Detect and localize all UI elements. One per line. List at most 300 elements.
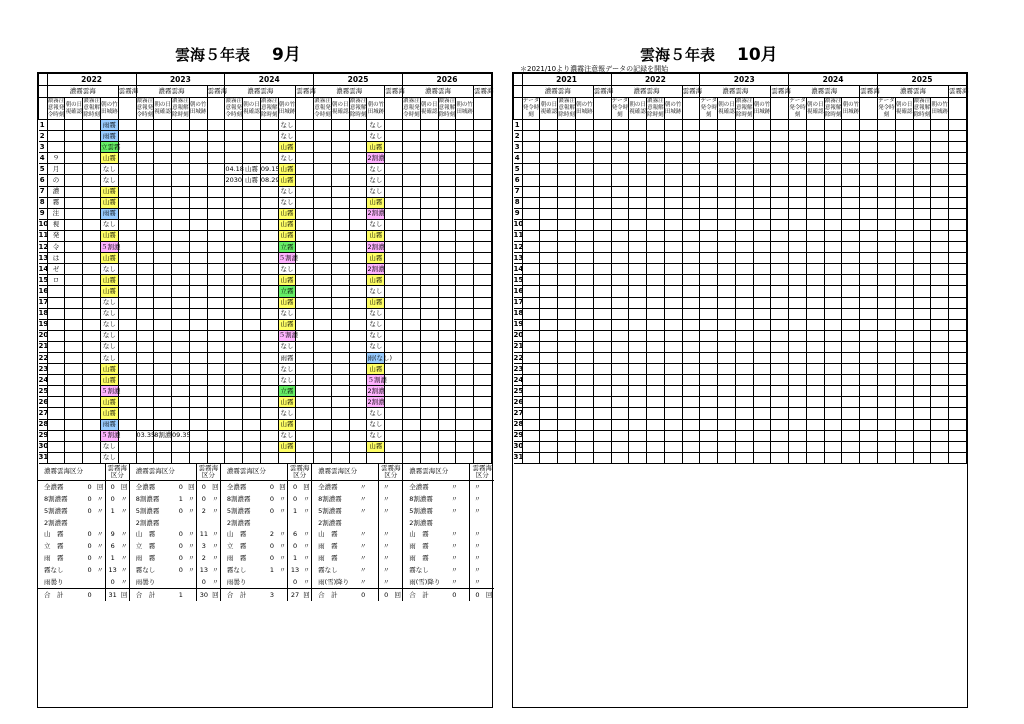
entry-cell — [913, 197, 931, 208]
entry-cell — [558, 186, 576, 197]
entry-cell — [647, 452, 665, 463]
castle-status — [931, 219, 949, 230]
entry-cell — [611, 397, 629, 408]
castle-status — [842, 341, 860, 352]
entry-cell — [314, 430, 332, 441]
castle-status: 2割濃 — [367, 153, 385, 164]
entry-cell — [771, 242, 789, 253]
entry-cell — [65, 386, 83, 397]
castle-status — [575, 142, 593, 153]
castle-status — [575, 386, 593, 397]
entry-cell — [438, 352, 456, 363]
entry-cell — [806, 352, 824, 363]
entry-cell — [771, 164, 789, 175]
total-value: 1 — [175, 588, 187, 600]
stats-label: 全濃霧 — [44, 482, 64, 491]
castle-status — [189, 142, 207, 153]
entry-cell — [118, 386, 136, 397]
entry-cell — [824, 153, 842, 164]
entry-cell — [522, 397, 540, 408]
entry-cell — [611, 352, 629, 363]
entry-cell — [154, 242, 172, 253]
castle-status — [456, 375, 474, 386]
castle-status: なし — [100, 352, 118, 363]
entry-cell — [611, 308, 629, 319]
castle-status — [456, 286, 474, 297]
castle-status: 山霧 — [367, 230, 385, 241]
entry-cell — [735, 175, 753, 186]
stats-unit: 〃 — [212, 542, 219, 551]
stats-unit: 〃 — [120, 530, 128, 539]
castle-status: 山霧 — [100, 186, 118, 197]
entry-cell — [172, 330, 190, 341]
castle-status — [753, 142, 771, 153]
entry-cell — [172, 197, 190, 208]
entry-cell — [65, 375, 83, 386]
castle-status: 山霧 — [278, 319, 296, 330]
entry-cell — [860, 386, 878, 397]
entry-cell — [402, 330, 420, 341]
vertical-note-char: 発 — [52, 231, 60, 240]
entry-cell — [474, 197, 492, 208]
castle-status: ５割濃 — [278, 330, 296, 341]
entry-cell — [47, 408, 65, 419]
entry-cell — [682, 452, 700, 463]
stats-unit: 〃 — [212, 577, 219, 586]
entry-cell — [349, 197, 367, 208]
entry-cell — [682, 408, 700, 419]
castle-status — [664, 452, 682, 463]
entry-cell — [118, 341, 136, 352]
castle-status: 山霧 — [100, 253, 118, 264]
entry-cell — [877, 397, 895, 408]
entry-cell — [154, 120, 172, 131]
entry-cell — [385, 153, 403, 164]
entry-cell — [735, 452, 753, 463]
entry-cell — [558, 341, 576, 352]
day-number: 20 — [514, 330, 523, 341]
entry-cell — [824, 430, 842, 441]
group-label: 濃霧雲海 — [314, 86, 385, 98]
entry-cell — [314, 164, 332, 175]
entry-cell — [225, 120, 243, 131]
castle-status — [842, 131, 860, 142]
entry-cell — [611, 364, 629, 375]
day-number: 12 — [514, 242, 523, 253]
entry-cell — [860, 186, 878, 197]
entry-cell — [207, 297, 225, 308]
entry-cell — [611, 441, 629, 452]
entry-cell — [65, 452, 83, 463]
entry-cell — [824, 297, 842, 308]
sub-header: 朝の日視確認 — [243, 98, 261, 120]
entry-cell — [824, 230, 842, 241]
entry-cell — [172, 386, 190, 397]
entry-cell — [243, 330, 261, 341]
entry-cell — [860, 419, 878, 430]
group-label: 濃霧雲海 — [136, 86, 207, 98]
castle-status: なし — [100, 341, 118, 352]
entry-cell — [154, 341, 172, 352]
sub-header: 濃霧注意報解除時刻 — [172, 98, 189, 118]
entry-cell — [824, 197, 842, 208]
entry-cell — [349, 397, 367, 408]
entry-cell — [83, 275, 101, 286]
entry-cell — [420, 397, 438, 408]
entry-cell — [438, 164, 456, 175]
entry-cell — [65, 164, 83, 175]
entry-cell — [154, 230, 172, 241]
entry-cell — [172, 142, 190, 153]
stats-unit: 回 — [120, 482, 128, 491]
entry-cell — [913, 242, 931, 253]
entry-cell — [154, 264, 172, 275]
entry-cell — [558, 452, 576, 463]
entry-cell — [385, 441, 403, 452]
entry-cell — [949, 430, 967, 441]
group-label: 濃霧雲海 — [225, 86, 296, 98]
entry-cell — [860, 275, 878, 286]
castle-status: 雨霧 — [278, 352, 296, 363]
entry-cell — [349, 230, 367, 241]
entry-cell — [402, 397, 420, 408]
entry-cell — [806, 253, 824, 264]
entry-cell — [806, 397, 824, 408]
entry-cell — [420, 186, 438, 197]
entry-cell — [243, 186, 261, 197]
entry-cell — [402, 364, 420, 375]
stats-unit — [211, 517, 221, 529]
stats-value: 0 — [178, 506, 183, 515]
entry-cell — [296, 364, 314, 375]
stats-header: 濃霧雲海区分 — [129, 464, 196, 481]
castle-status — [456, 386, 474, 397]
entry-cell — [154, 308, 172, 319]
entry-cell — [682, 308, 700, 319]
castle-status — [456, 219, 474, 230]
entry-cell — [718, 452, 736, 463]
entry-cell — [593, 253, 611, 264]
stats-unit: 〃 — [96, 554, 104, 563]
entry-cell — [438, 186, 456, 197]
entry-cell — [700, 319, 718, 330]
day-number: 6 — [514, 175, 523, 186]
entry-cell — [225, 230, 243, 241]
entry-cell — [789, 219, 807, 230]
entry-cell — [385, 131, 403, 142]
entry-cell — [611, 197, 629, 208]
entry-cell — [629, 253, 647, 264]
day-number: 31 — [39, 452, 48, 463]
entry-cell — [331, 330, 349, 341]
entry-cell — [806, 142, 824, 153]
castle-status — [842, 208, 860, 219]
entry-cell — [735, 397, 753, 408]
entry-cell — [860, 364, 878, 375]
entry-cell — [296, 242, 314, 253]
entry-cell — [154, 419, 172, 430]
entry-cell — [136, 419, 154, 430]
data-note: ＊2021/10より濃霧注意報データの記録を開始 — [520, 65, 669, 73]
entry-cell — [718, 275, 736, 286]
entry-cell — [172, 175, 190, 186]
stats-label: 5割濃霧 — [312, 505, 358, 517]
sub-header: 朝の竹田城跡 — [278, 98, 296, 120]
sub-header-empty — [771, 98, 789, 120]
entry-cell — [682, 364, 700, 375]
day-number: 26 — [514, 397, 523, 408]
stats-value: 〃 — [451, 530, 458, 539]
stats-label: 全濃霧 — [312, 480, 358, 492]
stats-value: 〃 — [379, 480, 393, 492]
stats-unit — [460, 493, 470, 505]
entry-cell — [647, 208, 665, 219]
day-number: 12 — [39, 242, 48, 253]
entry-cell — [260, 441, 278, 452]
entry-cell — [522, 375, 540, 386]
stats-unit: 回 — [303, 482, 310, 491]
entry-cell — [331, 386, 349, 397]
entry-cell — [225, 297, 243, 308]
sub-header: 濃霧注意報解除時刻 — [647, 98, 664, 118]
entry-cell — [540, 186, 558, 197]
entry-cell — [438, 120, 456, 131]
entry-cell — [522, 341, 540, 352]
entry-cell — [735, 408, 753, 419]
entry-cell — [593, 364, 611, 375]
entry-cell — [949, 264, 967, 275]
cloud-label: 雲霧海 — [474, 86, 492, 98]
entry-cell — [438, 375, 456, 386]
entry-cell — [349, 352, 367, 363]
stats-value — [379, 517, 393, 529]
castle-status: 山霧 — [278, 419, 296, 430]
entry-cell — [593, 120, 611, 131]
stats-unit: 〃 — [279, 494, 286, 503]
entry-cell — [385, 452, 403, 463]
castle-status — [456, 142, 474, 153]
entry-cell — [402, 230, 420, 241]
total-unit: 回 — [302, 588, 312, 600]
entry-cell — [877, 164, 895, 175]
stats-value: 0 — [87, 554, 92, 563]
day-number: 5 — [39, 164, 48, 175]
entry-cell — [172, 397, 190, 408]
castle-status — [189, 441, 207, 452]
entry-cell — [83, 341, 101, 352]
entry-cell — [949, 153, 967, 164]
total-unit: 回 — [120, 588, 130, 600]
entry-cell — [611, 386, 629, 397]
entry-cell — [558, 286, 576, 297]
entry-cell — [172, 452, 190, 463]
stats-header: 濃霧雲海区分 — [403, 464, 470, 481]
entry-cell — [438, 341, 456, 352]
entry-cell — [296, 142, 314, 153]
stats-value — [288, 517, 302, 529]
sub-header-empty — [207, 98, 225, 120]
entry-cell — [474, 131, 492, 142]
castle-status: 山霧 — [367, 441, 385, 452]
entry-cell — [611, 286, 629, 297]
stats-unit — [484, 528, 494, 540]
entry-cell — [700, 197, 718, 208]
entry-cell — [895, 441, 913, 452]
entry-cell — [629, 120, 647, 131]
stats-value: 0 — [269, 542, 275, 551]
entry-cell — [136, 186, 154, 197]
stats-label: 8割濃霧 — [129, 493, 175, 505]
entry-cell — [207, 452, 225, 463]
entry-cell — [296, 219, 314, 230]
stats-unit: 〃 — [279, 554, 286, 563]
entry-cell — [420, 308, 438, 319]
stats-value: 〃 — [451, 554, 458, 563]
entry-cell — [225, 242, 243, 253]
entry-cell — [860, 308, 878, 319]
stats-unit: 〃 — [303, 577, 310, 586]
stats-unit — [484, 505, 494, 517]
group-label: 濃霧雲海 — [522, 86, 593, 98]
castle-status — [753, 175, 771, 186]
entry-cell — [349, 441, 367, 452]
entry-cell — [172, 364, 190, 375]
entry-cell — [385, 386, 403, 397]
entry-cell — [349, 186, 367, 197]
castle-status: 立霧 — [278, 242, 296, 253]
castle-status — [456, 408, 474, 419]
castle-status: 山霧 — [100, 397, 118, 408]
entry-cell — [260, 142, 278, 153]
castle-status — [575, 120, 593, 131]
entry-cell — [771, 397, 789, 408]
entry-cell — [331, 164, 349, 175]
stats-label: 8割濃霧 — [403, 493, 449, 505]
entry-cell — [558, 408, 576, 419]
castle-status — [664, 308, 682, 319]
cloud-label: 雲霧海 — [682, 86, 700, 98]
stats-label: 8割濃霧 — [312, 493, 358, 505]
castle-status: なし — [278, 364, 296, 375]
entry-cell — [260, 153, 278, 164]
entry-cell — [824, 375, 842, 386]
entry-cell — [349, 308, 367, 319]
entry-cell — [895, 408, 913, 419]
entry-cell — [243, 208, 261, 219]
entry-cell — [314, 308, 332, 319]
castle-status — [753, 153, 771, 164]
entry-cell — [349, 253, 367, 264]
entry-cell — [682, 197, 700, 208]
entry-cell — [402, 341, 420, 352]
entry-cell — [700, 242, 718, 253]
entry-cell — [806, 419, 824, 430]
entry-cell — [824, 264, 842, 275]
entry-cell — [420, 219, 438, 230]
corner-cell — [514, 98, 523, 120]
entry-cell — [895, 308, 913, 319]
entry-cell — [154, 275, 172, 286]
entry-cell — [136, 253, 154, 264]
entry-cell — [593, 219, 611, 230]
entry-cell — [47, 441, 65, 452]
entry-cell — [647, 441, 665, 452]
entry-cell — [420, 419, 438, 430]
stats-label: 8割濃霧 — [44, 494, 68, 503]
entry-cell — [225, 142, 243, 153]
stats-value: 〃 — [470, 505, 484, 517]
entry-cell — [172, 441, 190, 452]
entry-cell — [913, 419, 931, 430]
year-header: 2023 — [136, 74, 225, 86]
castle-status — [753, 164, 771, 175]
entry-cell — [260, 319, 278, 330]
castle-status — [664, 219, 682, 230]
entry-cell — [402, 253, 420, 264]
entry-cell — [593, 408, 611, 419]
castle-status: 山霧 — [100, 275, 118, 286]
entry-cell — [629, 164, 647, 175]
castle-status: 山霧 — [100, 153, 118, 164]
entry-cell — [136, 297, 154, 308]
castle-status — [664, 253, 682, 264]
entry-cell — [260, 297, 278, 308]
entry-cell — [225, 286, 243, 297]
entry-cell — [860, 297, 878, 308]
entry-cell — [860, 253, 878, 264]
entry-cell — [718, 397, 736, 408]
castle-status — [575, 253, 593, 264]
entry-cell — [296, 197, 314, 208]
castle-status — [189, 330, 207, 341]
entry-cell — [243, 408, 261, 419]
entry-cell — [860, 286, 878, 297]
entry-cell — [243, 441, 261, 452]
entry-cell — [438, 430, 456, 441]
day-number: 10 — [514, 219, 523, 230]
entry-cell — [735, 153, 753, 164]
stats-unit: 〃 — [96, 542, 104, 551]
stats-unit: 〃 — [279, 530, 286, 539]
entry-cell — [260, 364, 278, 375]
entry-cell — [420, 408, 438, 419]
entry-cell — [949, 142, 967, 153]
entry-cell — [682, 386, 700, 397]
castle-status — [575, 308, 593, 319]
entry-cell — [154, 408, 172, 419]
entry-cell — [47, 253, 65, 264]
entry-cell — [420, 352, 438, 363]
entry-cell — [949, 230, 967, 241]
stats-value: 〃 — [451, 577, 458, 586]
entry-cell — [260, 275, 278, 286]
stats-value — [470, 517, 484, 529]
castle-status — [931, 341, 949, 352]
entry-cell — [136, 275, 154, 286]
entry-cell — [207, 264, 225, 275]
castle-status: なし — [278, 430, 296, 441]
entry-cell — [243, 386, 261, 397]
entry-cell — [420, 341, 438, 352]
entry-cell — [402, 386, 420, 397]
castle-status: なし — [278, 120, 296, 131]
entry-cell — [629, 408, 647, 419]
cloud-label: 雲霧海 — [771, 86, 789, 98]
entry-cell — [949, 375, 967, 386]
entry-cell — [474, 375, 492, 386]
entry-cell — [895, 419, 913, 430]
entry-cell — [314, 175, 332, 186]
